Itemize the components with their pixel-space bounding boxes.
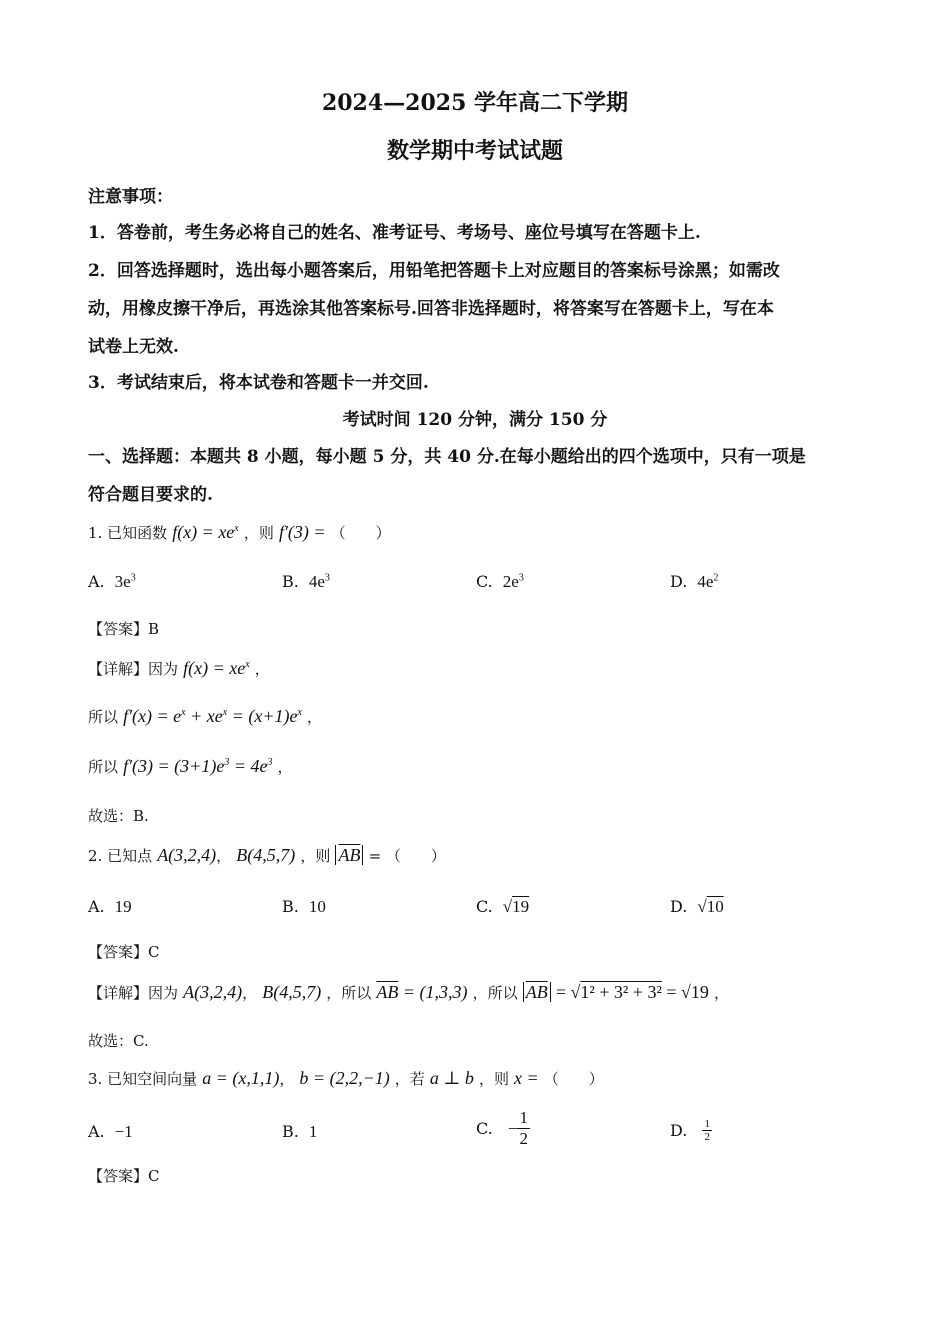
q2-option-d[interactable]: D. √10 <box>670 897 724 916</box>
question-2: 2. 已知点 A(3,2,4)， B(4,5,7) ，则 $\overline{AB}$ = （ ） <box>88 845 446 865</box>
notes-item-2-line3: 试卷上无效. <box>88 337 179 357</box>
question-1: 1. 已知函数 $f(x) = xe^x$ ，则 f′(3) = （ ） <box>88 522 391 542</box>
exam-title-line2: 数学期中考试试题 <box>386 138 563 164</box>
q2-option-a[interactable]: A. 19 <box>88 897 132 916</box>
q3-option-a[interactable]: A. −1 <box>88 1122 133 1141</box>
q1-answer: 【答案】B <box>88 620 160 638</box>
q1-option-b[interactable]: B. $4e^3$ <box>282 572 330 591</box>
q2-option-b[interactable]: B. 10 <box>282 897 326 916</box>
q1-conclusion: 故选：B. <box>88 807 149 825</box>
notes-item-1: 1．答卷前，考生务必将自己的姓名、准考证号、考场号、座位号填写在答题卡上. <box>88 223 701 243</box>
section1-line2: 符合题目要求的. <box>88 485 213 505</box>
q2-conclusion: 故选：C. <box>88 1032 149 1050</box>
q1-derivative: f′(3) = <box>278 522 326 542</box>
section1-line1: 一、选择题：本题共 8 小题，每小题 5 分，共 40 分.在每小题给出的四个选项中，只有一项是 <box>88 447 806 467</box>
notes-item-3: 3．考试结束后，将本试卷和答题卡一并交回. <box>88 373 429 393</box>
q3-option-d[interactable]: D. $\frac{1}{2}$ <box>670 1118 710 1143</box>
q1-step-1: 所以 $f'(x) = e^x + xe^x = (x+1)e^x$ ， <box>88 706 323 726</box>
q3-option-b[interactable]: B. 1 <box>282 1122 318 1141</box>
question-3: 3. 已知空间向量 a = (x,1,1)， b = (2,2,−1) ，若 a ⊥ b ，则 x = （ ） <box>88 1068 604 1088</box>
q1-option-c[interactable]: C. $2e^3$ <box>476 572 524 591</box>
q2-answer: 【答案】C <box>88 943 160 961</box>
q1-option-d[interactable]: D. $4e^2$ <box>670 572 719 591</box>
q1-detail: 【详解】因为 $f(x) = xe^x$ ， <box>88 658 270 678</box>
q3-answer: 【答案】C <box>88 1167 160 1185</box>
q2-detail: 【详解】因为 A(3,2,4)， B(4,5,7) ，所以 $\overline{AB} = (1,3,3)$ ，所以 $\overline{AB} = √1^2 + 3^2 + 3^2 = √19$ ， <box>88 982 729 1002</box>
notes-item-2-line2: 动，用橡皮擦干净后，再选涂其他答案标号.回答非选择题时，将答案写在答题卡上，写在本 <box>88 299 774 319</box>
exam-title-line1: 2024—2025 学年高二下学期 <box>321 90 629 116</box>
q1-option-a[interactable]: A. $3e^3$ <box>88 572 136 591</box>
notes-heading: 注意事项： <box>88 187 173 207</box>
notes-item-2-line1: 2．回答选择题时，选出每小题答案后，用铅笔把答题卡上对应题目的答案标号涂黑；如需改 <box>88 261 780 281</box>
q3-option-c[interactable]: C. − $\frac{1}{2}$ <box>476 1108 528 1148</box>
q1-step-2: 所以 $f'(3) = (3+1)e^3 = 4e^3$ ， <box>88 756 293 776</box>
q2-option-c[interactable]: C. √19 <box>476 897 530 916</box>
exam-time: 考试时间 120 分钟，满分 150 分 <box>342 410 608 430</box>
q1-function: $f(x) = xe^x$ <box>172 522 239 542</box>
